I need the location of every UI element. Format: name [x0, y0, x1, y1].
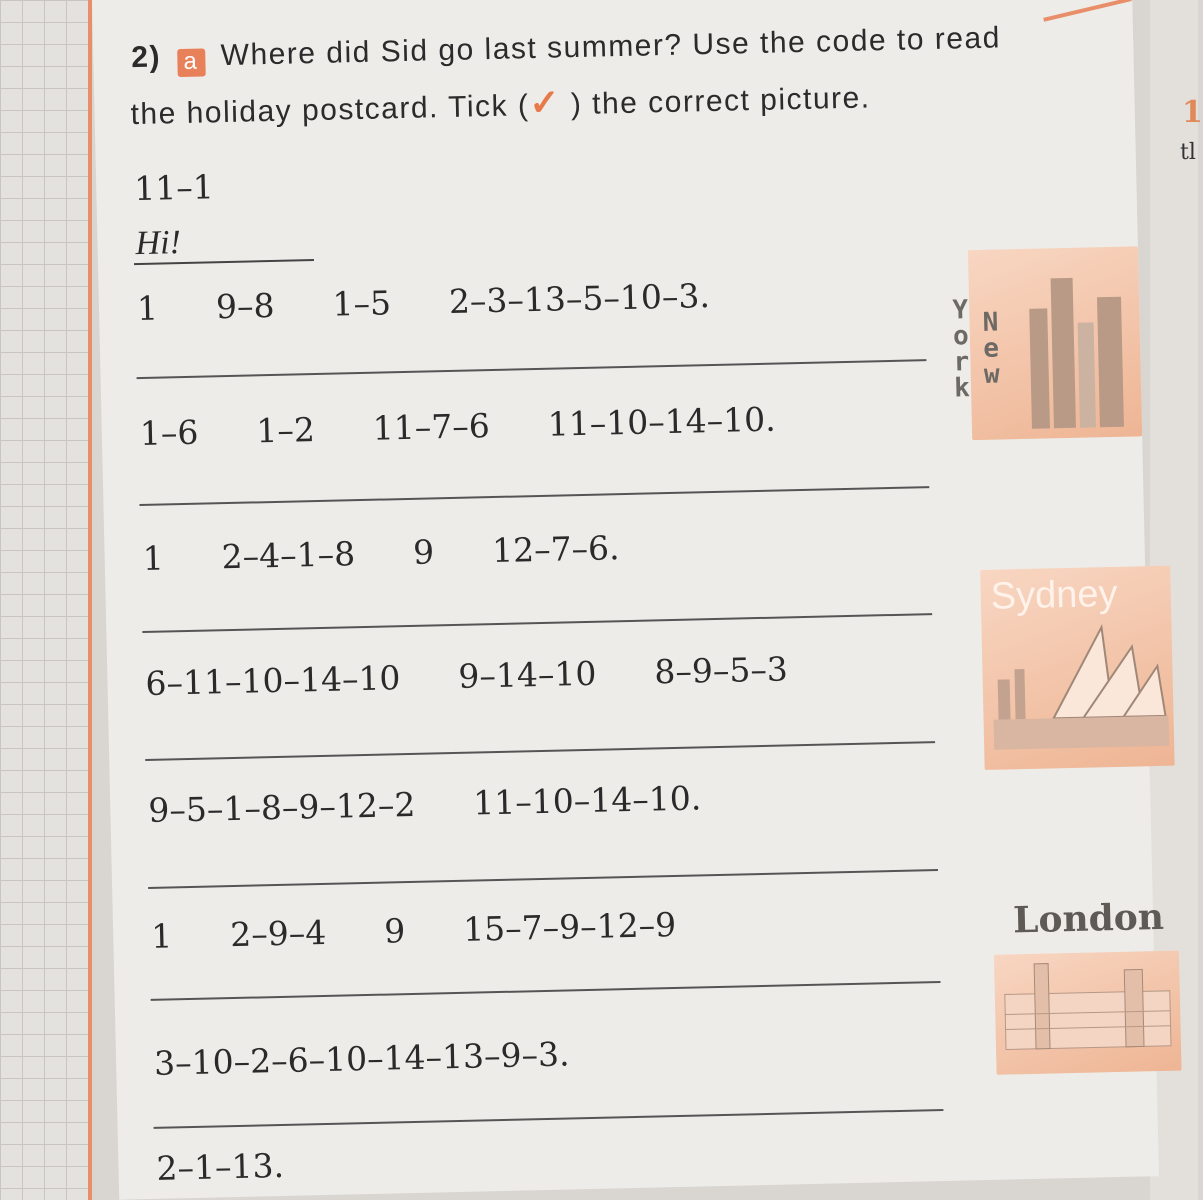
- corner-accent: [1043, 0, 1132, 22]
- sydney-picture[interactable]: [980, 566, 1174, 770]
- code-line-2: [139, 398, 834, 453]
- instruction-text-2b: ) the correct picture.: [570, 81, 871, 122]
- code-word: 9–14–10: [457, 653, 597, 696]
- code-line-8: [156, 1145, 342, 1188]
- answer-line-2[interactable]: [139, 486, 929, 506]
- code-word: 2–1–13.: [156, 1145, 285, 1188]
- code-word: 2–9–4: [229, 912, 327, 955]
- answer-line-6[interactable]: [151, 981, 941, 1001]
- task-number: 2): [130, 40, 162, 75]
- code-line-5: [148, 777, 760, 830]
- code-word: 15–7–9–12–9: [462, 904, 677, 949]
- london-label: London: [1012, 895, 1165, 942]
- margin-rule: [88, 0, 92, 1200]
- answer-line-7[interactable]: [154, 1109, 944, 1129]
- code-word: 11–10–14–10.: [547, 399, 777, 444]
- building-icon: [1051, 278, 1076, 428]
- new-york-picture[interactable]: [944, 246, 1142, 440]
- greeting: Hi!: [135, 224, 182, 263]
- answer-line-4[interactable]: [145, 741, 935, 761]
- code-word: 11–10–14–10.: [472, 778, 702, 823]
- next-page-number: 1: [1182, 95, 1203, 130]
- london-picture[interactable]: [994, 951, 1182, 1075]
- task-instruction-line1: [131, 21, 1001, 78]
- code-word: 9: [412, 532, 435, 572]
- parliament-icon: [994, 951, 1182, 1075]
- code-word: 2–4–1–8: [221, 534, 356, 577]
- code-word: 1: [136, 288, 159, 329]
- code-word: 1–6: [139, 412, 199, 454]
- code-word: 1: [142, 538, 165, 578]
- code-word: 12–7–6.: [491, 528, 620, 571]
- date-code: 11–1: [133, 167, 215, 209]
- code-word: 9: [383, 911, 406, 951]
- building-icon: [1097, 297, 1124, 428]
- instruction-text-1: Where did Sid go last summer? Use the code to read: [220, 21, 1002, 73]
- tick-icon: ✓: [528, 81, 562, 124]
- instruction-text-2a: the holiday postcard. Tick (: [130, 89, 530, 132]
- code-word: 3–10–2–6–10–14–13–9–3.: [153, 1034, 570, 1083]
- answer-line-3[interactable]: [142, 613, 932, 633]
- graph-paper-margin: [0, 0, 92, 1200]
- code-word: 2–3–13–5–10–3.: [448, 276, 711, 321]
- code-word: 8–9–5–3: [653, 649, 789, 692]
- code-word: 6–11–10–14–10: [145, 658, 401, 703]
- opera-house-icon: [980, 566, 1174, 770]
- task-badge: a: [177, 48, 206, 77]
- code-word: 1: [150, 916, 173, 956]
- statue-icon: [1078, 322, 1096, 427]
- next-page-text: tl: [1180, 140, 1196, 165]
- building-icon: [1029, 308, 1050, 428]
- sydney-label: Sydney: [990, 572, 1118, 618]
- code-word: 1–2: [255, 410, 316, 451]
- code-word: 11–7–6: [372, 406, 491, 448]
- answer-line-5[interactable]: [148, 869, 938, 889]
- code-word: 1–5: [332, 283, 392, 324]
- task-instruction-line2: [130, 74, 871, 133]
- answer-line-1[interactable]: [137, 359, 927, 379]
- new-york-label: New York: [944, 295, 1007, 400]
- code-word: 9–5–1–8–9–12–2: [147, 784, 416, 830]
- code-line-7: [154, 1033, 628, 1083]
- code-word: 9–8: [215, 285, 275, 327]
- code-line-3: [142, 527, 678, 578]
- code-line-1: [137, 275, 769, 328]
- code-line-4: [145, 648, 846, 703]
- workbook-page: [92, 0, 1165, 1200]
- code-line-6: [151, 904, 735, 956]
